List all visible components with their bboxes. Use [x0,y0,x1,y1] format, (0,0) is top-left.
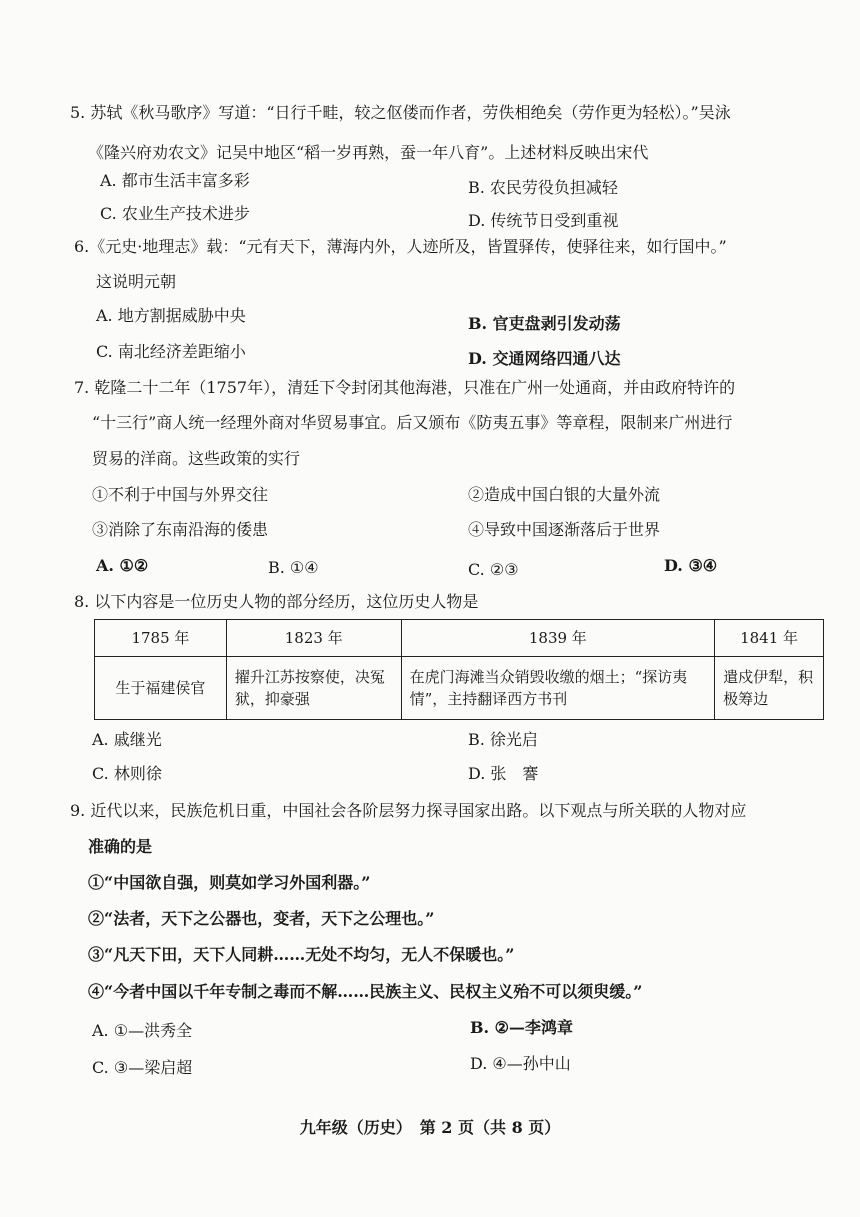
table-cell: 擢升江苏按察使，决冤狱，抑豪强 [226,657,401,720]
q8-stem: 8. 以下内容是一位历史人物的部分经历，这位历史人物是 [74,592,479,611]
table-cell: 生于福建侯官 [95,657,227,720]
q9-option-d: D. ④—孙中山 [470,1054,571,1073]
q5-option-c: C. 农业生产技术进步 [100,204,250,223]
biography-table [94,619,824,720]
q5-option-d: D. 传统节日受到重视 [468,211,619,230]
q5-stem-line2: 《隆兴府劝农文》记吴中地区“稻一岁再熟，蚕一年八育”。上述材料反映出宋代 [88,143,649,162]
q9-statement-3: ③“凡天下田，天下人同耕……无处不均匀，无人不保暖也。” [88,945,515,964]
table-header-cell: 1785 年 [95,620,227,657]
q6-option-b: B. 官吏盘剥引发动荡 [468,314,621,333]
q7-option-b: B. ①④ [268,558,319,577]
q7-stem-line2: “十三行”商人统一经理外商对华贸易事宜。后又颁布《防夷五事》等章程，限制来广州进行 [92,413,733,432]
q6-option-c: C. 南北经济差距缩小 [96,342,246,361]
q7-stem-line1: 7. 乾隆二十二年（1757年），清廷下令封闭其他海港，只准在广州一处通商，并由政府特许的 [74,378,736,397]
q7-option-d: D. ③④ [664,556,718,575]
q7-option-c: C. ②③ [468,560,519,579]
q9-statement-2: ②“法者，天下之公器也，变者，天下之公理也。” [88,909,435,928]
q9-statement-1: ①“中国欲自强，则莫如学习外国利器。” [88,873,371,892]
q9-statement-4: ④“今者中国以千年专制之毒而不解……民族主义、民权主义殆不可以须臾缓。” [88,982,643,1001]
q9-stem-line1: 9. 近代以来，民族危机日重，中国社会各阶层努力探寻国家出路。以下观点与所关联的人物对应 [70,801,747,820]
q6-stem-line1: 6.《元史·地理志》载：“元有天下，薄海内外，人迹所及，皆置驿传，使驿往来，如行国中。” [74,237,727,256]
q8-option-d: D. 张 謇 [468,764,539,783]
table-cell: 遣戍伊犁，积极筹边 [715,657,824,720]
q5-option-b: B. 农民劳役负担减轻 [468,178,618,197]
table-cell: 在虎门海滩当众销毁收缴的烟土；“探访夷情”，主持翻译西方书刊 [401,657,715,720]
q6-option-a: A. 地方割据威胁中央 [96,306,246,325]
q9-option-c: C. ③—梁启超 [92,1058,193,1077]
q9-stem-line2: 准确的是 [88,837,153,856]
q7-statement-2: ②造成中国白银的大量外流 [468,485,661,504]
q7-statement-4: ④导致中国逐渐落后于世界 [468,520,661,539]
q6-option-d: D. 交通网络四通八达 [468,349,621,368]
table-header-row [95,620,824,657]
q5-option-a: A. 都市生活丰富多彩 [100,171,250,190]
page-footer: 九年级（历史） 第 2 页（共 8 页） [299,1118,561,1137]
q5-stem-line1: 5. 苏轼《秋马歌序》写道：“日行千畦，较之伛偻而作者，劳佚相绝矣（劳作更为轻松）。”吴泳 [70,103,731,122]
q9-option-b: B. ②—李鸿章 [470,1018,574,1037]
table-header-cell: 1839 年 [401,620,715,657]
q7-option-a: A. ①② [96,556,149,575]
q7-stem-line3: 贸易的洋商。这些政策的实行 [92,449,301,468]
q8-option-a: A. 戚继光 [92,730,162,749]
q8-option-b: B. 徐光启 [468,730,538,749]
q8-option-c: C. 林则徐 [92,764,162,783]
table-header-cell: 1841 年 [715,620,824,657]
q6-stem-line2: 这说明元朝 [96,272,177,291]
q7-statement-3: ③消除了东南沿海的倭患 [92,520,269,539]
q7-statement-1: ①不利于中国与外界交往 [92,485,269,504]
table-row [95,657,824,720]
table-header-cell: 1823 年 [226,620,401,657]
q9-option-a: A. ①—洪秀全 [92,1021,193,1040]
